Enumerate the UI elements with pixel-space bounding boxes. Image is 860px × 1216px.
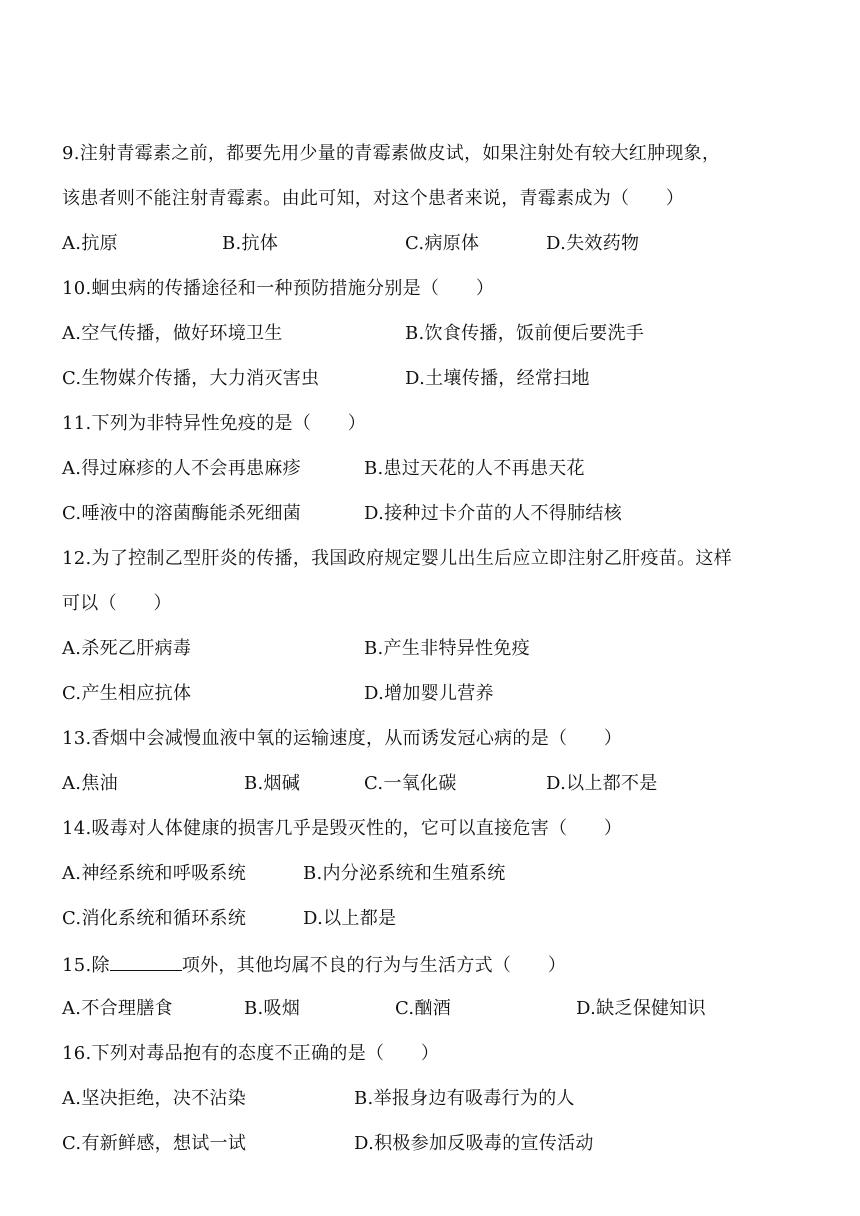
question-14-option-b: B.内分泌系统和生殖系统 [303,863,506,884]
question-13-option-b: B.烟碱 [244,773,301,794]
question-15-option-a: A.不合理膳食 [62,998,173,1019]
question-11-stem: 11.下列为非特异性免疫的是（ ） [62,413,367,434]
question-16-option-c: C.有新鲜感，想试一试 [62,1133,247,1154]
question-15-option-b: B.吸烟 [244,998,301,1019]
question-13-option-d: D.以上都不是 [546,773,658,794]
question-13-stem: 13.香烟中会减慢血液中氧的运输速度，从而诱发冠心病的是（ ） [62,728,623,749]
question-15-stem [62,952,566,978]
question-9-option-c: C.病原体 [405,233,480,254]
question-15-option-d: D.缺乏保健知识 [576,998,706,1019]
question-9-option-a: A.抗原 [62,233,118,254]
question-15-stem-prefix: 15.除 [62,955,110,976]
question-12-option-d: D.增加婴儿营养 [364,683,494,704]
question-12-option-b: B.产生非特异性免疫 [364,638,530,659]
question-10-option-a: A.空气传播，做好环境卫生 [62,323,283,344]
question-13-option-c: C.一氧化碳 [364,773,457,794]
question-12-option-a: A.杀死乙肝病毒 [62,638,192,659]
answer-blank [110,952,182,971]
question-12-stem-line-1: 12.为了控制乙型肝炎的传播，我国政府规定婴儿出生后应立即注射乙肝疫苗。这样 [62,548,733,569]
question-16-option-b: B.举报身边有吸毒行为的人 [354,1088,575,1109]
question-10-option-b: B.饮食传播，饭前便后要洗手 [405,323,645,344]
question-14-option-d: D.以上都是 [303,908,397,929]
question-14-option-c: C.消化系统和循环系统 [62,908,247,929]
question-9-option-d: D.失效药物 [546,233,640,254]
question-9-stem-line-1: 9.注射青霉素之前，都要先用少量的青霉素做皮试，如果注射处有较大红肿现象， [62,143,721,164]
question-11-option-b: B.患过天花的人不再患天花 [364,458,585,479]
question-12-stem-line-2: 可以（ ） [62,593,172,614]
question-14-option-a: A.神经系统和呼吸系统 [62,863,247,884]
question-12-option-c: C.产生相应抗体 [62,683,192,704]
question-15-stem-suffix: 项外，其他均属不良的行为与生活方式（ ） [181,955,567,976]
question-11-option-a: A.得过麻疹的人不会再患麻疹 [62,458,301,479]
question-16-stem: 16.下列对毒品抱有的态度不正确的是（ ） [62,1043,440,1064]
question-15-option-c: C.酗酒 [395,998,452,1019]
question-14-stem: 14.吸毒对人体健康的损害几乎是毁灭性的，它可以直接危害（ ） [62,818,623,839]
question-10-option-d: D.土壤传播，经常扫地 [405,368,590,389]
question-9-option-b: B.抗体 [222,233,279,254]
question-9-stem-line-2: 该患者则不能注射青霉素。由此可知，对这个患者来说，青霉素成为（ ） [62,188,685,209]
question-16-option-a: A.坚决拒绝，决不沾染 [62,1088,247,1109]
question-10-stem: 10.蛔虫病的传播途径和一种预防措施分别是（ ） [62,278,495,299]
question-16-option-d: D.积极参加反吸毒的宣传活动 [354,1133,594,1154]
question-11-option-c: C.唾液中的溶菌酶能杀死细菌 [62,503,302,524]
question-11-option-d: D.接种过卡介苗的人不得肺结核 [364,503,623,524]
question-13-option-a: A.焦油 [62,773,118,794]
question-10-option-c: C.生物媒介传播，大力消灭害虫 [62,368,320,389]
